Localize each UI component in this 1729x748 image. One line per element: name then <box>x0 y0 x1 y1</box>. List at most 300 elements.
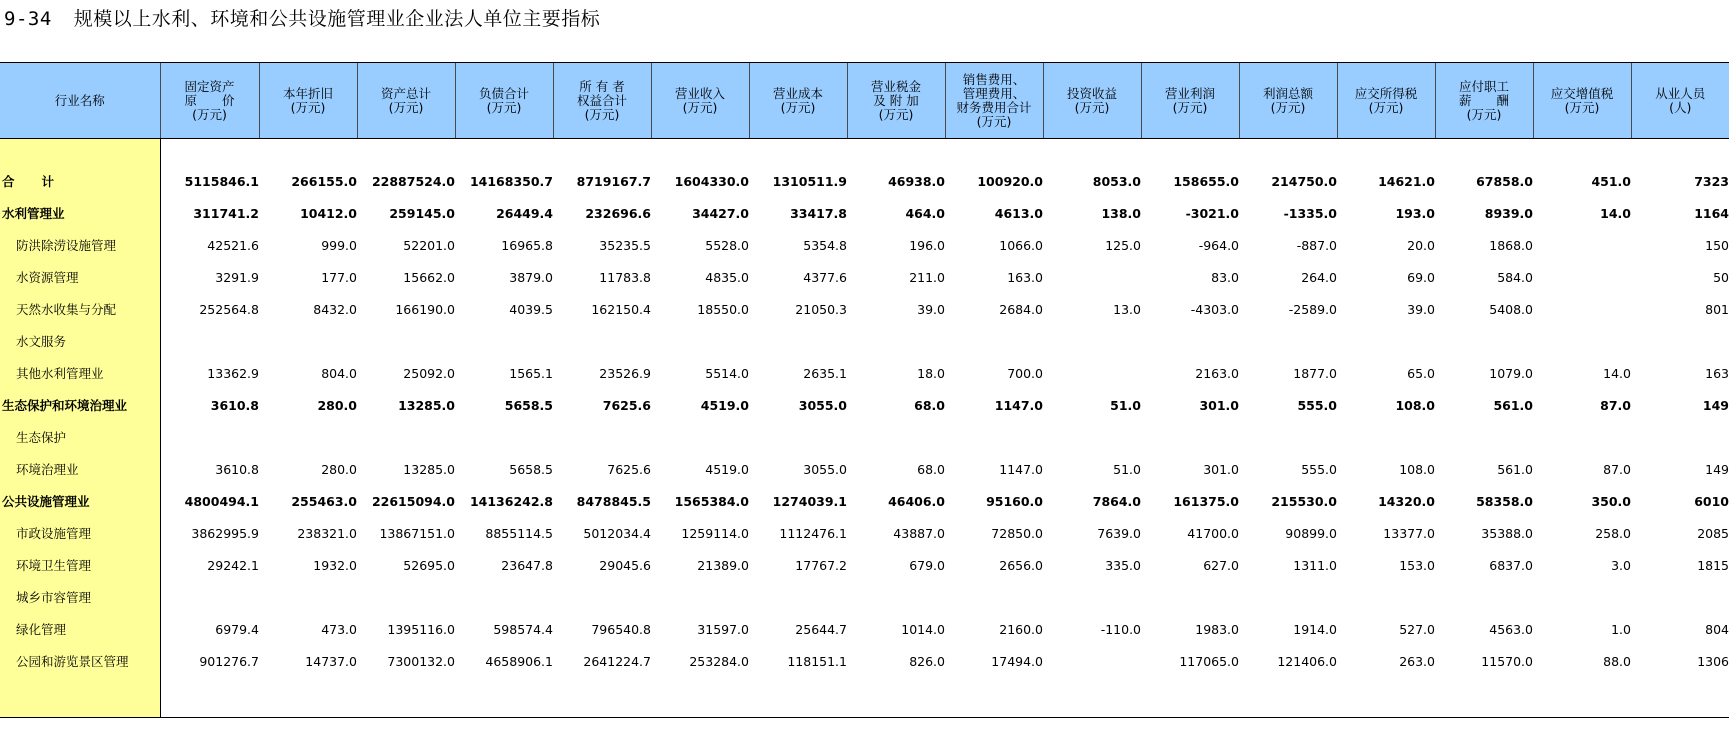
value-cell: 2085 <box>1697 525 1729 541</box>
spacer-cell <box>1533 139 1631 166</box>
value-cell: 26449.4 <box>496 205 553 221</box>
value-cell: 3879.0 <box>509 269 553 285</box>
value-cell: 2163.0 <box>1195 365 1239 381</box>
value-cell: 7323 <box>1694 173 1729 189</box>
column-header-line: 营业利润 <box>1164 85 1215 101</box>
value-cell: 555.0 <box>1301 461 1337 477</box>
value-cell <box>1141 421 1239 453</box>
spacer-cell <box>455 677 553 718</box>
value-cell: -887.0 <box>1296 237 1337 253</box>
value-cell <box>160 581 259 613</box>
row-label: 生态保护和环境治理业 <box>0 389 160 421</box>
value-cell: 46938.0 <box>888 173 945 189</box>
value-cell: 196.0 <box>909 237 945 253</box>
value-cell: 826.0 <box>909 653 945 669</box>
value-cell: 4039.5 <box>509 301 553 317</box>
column-header-line: (万元) <box>1368 99 1404 115</box>
column-header <box>1533 63 1631 139</box>
value-cell: 138.0 <box>1101 205 1141 221</box>
row-label: 公园和游览景区管理 <box>0 645 160 677</box>
value-cell: 5354.8 <box>803 237 847 253</box>
value-cell: 238321.0 <box>297 525 357 541</box>
spacer-cell <box>1337 139 1435 166</box>
value-cell: 2656.0 <box>999 557 1043 573</box>
total-label-part: 计 <box>41 174 54 189</box>
value-cell <box>945 421 1043 453</box>
value-cell: 14168350.7 <box>469 173 553 189</box>
table-row <box>0 421 1729 453</box>
value-cell: -3021.0 <box>1185 205 1239 221</box>
value-cell: 29045.6 <box>599 557 651 573</box>
value-cell: 1815 <box>1697 557 1729 573</box>
value-cell: 13285.0 <box>398 397 455 413</box>
value-cell <box>357 581 455 613</box>
column-header-line: (万元) <box>1074 99 1110 115</box>
value-cell: 11570.0 <box>1481 653 1533 669</box>
column-header-line: 固定资产 <box>184 78 235 94</box>
row-label: 市政设施管理 <box>0 517 160 549</box>
value-cell <box>749 325 847 357</box>
value-cell <box>160 421 259 453</box>
value-cell: 264.0 <box>1301 269 1337 285</box>
row-label: 水文服务 <box>0 325 160 357</box>
value-cell: 214750.0 <box>1271 173 1337 189</box>
value-cell <box>1337 421 1435 453</box>
value-cell: 41700.0 <box>1187 525 1239 541</box>
value-cell <box>1533 325 1631 357</box>
value-cell: 1877.0 <box>1293 365 1337 381</box>
column-header-line: 从业人员 <box>1655 85 1706 101</box>
column-header <box>749 63 847 139</box>
value-cell: 561.0 <box>1497 461 1533 477</box>
value-cell: 193.0 <box>1395 205 1435 221</box>
value-cell: 22615094.0 <box>371 493 455 509</box>
value-cell: 2641224.7 <box>583 653 651 669</box>
value-cell: 1565384.0 <box>674 493 749 509</box>
value-cell: 311741.2 <box>193 205 259 221</box>
value-cell: 1395116.0 <box>387 621 455 637</box>
value-cell: 14136242.8 <box>469 493 553 509</box>
column-header-industry <box>0 63 160 139</box>
value-cell <box>553 421 651 453</box>
row-label: 生态保护 <box>0 421 160 453</box>
value-cell: 700.0 <box>1007 365 1043 381</box>
value-cell: 1259114.0 <box>681 525 749 541</box>
value-cell <box>1043 325 1141 357</box>
value-cell: 1983.0 <box>1195 621 1239 637</box>
value-cell: 253284.0 <box>689 653 749 669</box>
value-cell: 2684.0 <box>999 301 1043 317</box>
value-cell: 23647.8 <box>501 557 553 573</box>
value-cell: 18.0 <box>917 365 945 381</box>
value-cell: 796540.8 <box>591 621 651 637</box>
column-header-line: 行业名称 <box>54 92 105 108</box>
column-header-line: 投资收益 <box>1066 85 1117 101</box>
column-header-line: 资产总计 <box>380 85 431 101</box>
row-label: 水利管理业 <box>0 197 160 229</box>
row-label: 防洪除涝设施管理 <box>0 229 160 261</box>
page-title <box>4 4 600 34</box>
value-cell: 18550.0 <box>697 301 749 317</box>
value-cell <box>1239 421 1337 453</box>
value-cell: 65.0 <box>1407 365 1435 381</box>
value-cell <box>259 581 357 613</box>
indicator-table <box>0 62 1729 718</box>
value-cell: 335.0 <box>1105 557 1141 573</box>
spacer-cell <box>749 677 847 718</box>
spacer-cell <box>847 677 945 718</box>
value-cell: 68.0 <box>914 397 945 413</box>
value-cell: 11783.8 <box>599 269 651 285</box>
value-cell <box>1239 581 1337 613</box>
column-header <box>160 63 259 139</box>
value-cell: 8432.0 <box>313 301 357 317</box>
value-cell: 5514.0 <box>705 365 749 381</box>
column-header <box>1141 63 1239 139</box>
value-cell <box>1043 357 1141 389</box>
column-header <box>1239 63 1337 139</box>
column-header-line: 及 附 加 <box>873 92 919 108</box>
value-cell: 15662.0 <box>403 269 455 285</box>
spacer-cell <box>1043 677 1141 718</box>
value-cell <box>455 421 553 453</box>
value-cell: 1274039.1 <box>772 493 847 509</box>
value-cell: 121406.0 <box>1277 653 1337 669</box>
value-cell: 3.0 <box>1611 557 1631 573</box>
value-cell: 14.0 <box>1603 365 1631 381</box>
value-cell: 5115846.1 <box>184 173 259 189</box>
column-header <box>553 63 651 139</box>
value-cell: 5658.5 <box>504 397 553 413</box>
column-header-line: 权益合计 <box>576 92 627 108</box>
value-cell <box>847 581 945 613</box>
spacer-cell <box>1435 677 1533 718</box>
value-cell: 13867151.0 <box>379 525 455 541</box>
column-header-line: (万元) <box>780 99 816 115</box>
value-cell: 464.0 <box>905 205 945 221</box>
value-cell: 1079.0 <box>1489 365 1533 381</box>
value-cell: 87.0 <box>1603 461 1631 477</box>
value-cell <box>1533 229 1631 261</box>
value-cell: 215530.0 <box>1271 493 1337 509</box>
column-header-line: 财务费用合计 <box>956 99 1032 115</box>
spacer-cell <box>160 139 259 166</box>
value-cell: 161375.0 <box>1173 493 1239 509</box>
value-cell: 153.0 <box>1399 557 1435 573</box>
value-cell: 58358.0 <box>1476 493 1533 509</box>
value-cell <box>1141 325 1239 357</box>
value-cell: 50 <box>1713 269 1729 285</box>
column-header-line: 应付职工 <box>1458 78 1509 94</box>
spacer-cell <box>1631 677 1729 718</box>
spacer-cell <box>651 677 749 718</box>
column-header-line: (万元) <box>584 106 620 122</box>
value-cell: 39.0 <box>1407 301 1435 317</box>
value-cell: 8855114.5 <box>485 525 553 541</box>
value-cell: 1147.0 <box>999 461 1043 477</box>
spacer-cell <box>1533 677 1631 718</box>
column-header <box>945 63 1043 139</box>
column-header-line: 本年折旧 <box>282 85 333 101</box>
table-row <box>0 325 1729 357</box>
value-cell: 14621.0 <box>1378 173 1435 189</box>
column-header <box>1043 63 1141 139</box>
value-cell: 6979.4 <box>215 621 259 637</box>
spacer-cell <box>1631 139 1729 166</box>
value-cell: 21050.3 <box>795 301 847 317</box>
value-cell <box>1533 261 1631 293</box>
value-cell: 5408.0 <box>1489 301 1533 317</box>
table-row-category <box>0 389 1729 421</box>
value-cell: 16965.8 <box>501 237 553 253</box>
spacer-cell <box>553 677 651 718</box>
value-cell: 150 <box>1705 237 1729 253</box>
value-cell: 166190.0 <box>395 301 455 317</box>
value-cell: 35235.5 <box>599 237 651 253</box>
column-header-line: 薪 酬 <box>1458 92 1509 108</box>
value-cell <box>160 325 259 357</box>
value-cell: -4303.0 <box>1190 301 1239 317</box>
spacer-cell <box>0 677 160 718</box>
table-row <box>0 645 1729 677</box>
value-cell: 34427.0 <box>692 205 749 221</box>
value-cell: -1335.0 <box>1283 205 1337 221</box>
column-header-line: 原 价 <box>184 92 235 108</box>
row-label <box>0 165 160 197</box>
value-cell <box>651 421 749 453</box>
table-row <box>0 229 1729 261</box>
value-cell: 451.0 <box>1591 173 1631 189</box>
value-cell: 804 <box>1705 621 1729 637</box>
value-cell <box>357 421 455 453</box>
total-label <box>2 172 54 190</box>
table-title-text: 规模以上水利、环境和公共设施管理业企业法人单位主要指标 <box>73 8 601 30</box>
table-row <box>0 517 1729 549</box>
column-header-line: 应交增值税 <box>1550 85 1614 101</box>
row-label: 绿化管理 <box>0 613 160 645</box>
value-cell: 51.0 <box>1113 461 1141 477</box>
value-cell: 1604330.0 <box>674 173 749 189</box>
value-cell <box>553 581 651 613</box>
spacer-cell <box>357 677 455 718</box>
column-header <box>1337 63 1435 139</box>
spacer-cell <box>0 139 160 166</box>
value-cell <box>1337 325 1435 357</box>
spacer-cell <box>160 677 259 718</box>
value-cell: 280.0 <box>321 461 357 477</box>
value-cell: 52201.0 <box>403 237 455 253</box>
row-label: 环境治理业 <box>0 453 160 485</box>
value-cell: 8719167.7 <box>576 173 651 189</box>
spacer-cell <box>1043 139 1141 166</box>
spacer-cell <box>1141 139 1239 166</box>
value-cell <box>1337 581 1435 613</box>
value-cell: 20.0 <box>1407 237 1435 253</box>
value-cell <box>1533 293 1631 325</box>
value-cell: 999.0 <box>321 237 357 253</box>
value-cell: 162150.4 <box>591 301 651 317</box>
value-cell: 5658.5 <box>509 461 553 477</box>
table-row <box>0 549 1729 581</box>
header-row <box>0 63 1729 139</box>
row-label: 其他水利管理业 <box>0 357 160 389</box>
value-cell <box>1631 325 1729 357</box>
value-cell: 3610.8 <box>215 461 259 477</box>
spacer-cell <box>455 139 553 166</box>
column-header <box>1631 63 1729 139</box>
value-cell: 561.0 <box>1493 397 1533 413</box>
value-cell: 232696.6 <box>585 205 651 221</box>
value-cell <box>553 325 651 357</box>
spacer-cell <box>259 677 357 718</box>
value-cell: 3610.8 <box>210 397 259 413</box>
value-cell: 13377.0 <box>1383 525 1435 541</box>
value-cell <box>945 325 1043 357</box>
value-cell: 4800494.1 <box>184 493 259 509</box>
value-cell: 350.0 <box>1591 493 1631 509</box>
value-cell <box>847 421 945 453</box>
value-cell <box>749 421 847 453</box>
value-cell: 51.0 <box>1110 397 1141 413</box>
value-cell: 83.0 <box>1211 269 1239 285</box>
column-header-line: 应交所得税 <box>1354 85 1418 101</box>
value-cell: -110.0 <box>1100 621 1141 637</box>
value-cell: 4377.6 <box>803 269 847 285</box>
row-label: 环境卫生管理 <box>0 549 160 581</box>
value-cell <box>1239 325 1337 357</box>
value-cell: 555.0 <box>1297 397 1337 413</box>
value-cell: 1112476.1 <box>779 525 847 541</box>
value-cell: 2635.1 <box>803 365 847 381</box>
value-cell: 25092.0 <box>403 365 455 381</box>
column-header-line: (万元) <box>682 99 718 115</box>
value-cell <box>357 325 455 357</box>
spacer-row <box>0 139 1729 166</box>
value-cell: 10412.0 <box>300 205 357 221</box>
value-cell: 1914.0 <box>1293 621 1337 637</box>
spacer-cell <box>1239 139 1337 166</box>
value-cell: 280.0 <box>317 397 357 413</box>
spacer-cell <box>749 139 847 166</box>
value-cell: 679.0 <box>909 557 945 573</box>
value-cell: 117065.0 <box>1179 653 1239 669</box>
value-cell: 7639.0 <box>1097 525 1141 541</box>
value-cell <box>1631 421 1729 453</box>
column-header-line: (万元) <box>976 113 1012 129</box>
value-cell: 67858.0 <box>1476 173 1533 189</box>
table-code: 9-34 <box>4 8 52 30</box>
value-cell: 252564.8 <box>199 301 259 317</box>
value-cell: 1310511.9 <box>772 173 847 189</box>
value-cell <box>1043 645 1141 677</box>
value-cell: 8053.0 <box>1092 173 1141 189</box>
value-cell: 108.0 <box>1399 461 1435 477</box>
value-cell: 4519.0 <box>700 397 749 413</box>
total-label-part: 合 <box>2 174 15 189</box>
value-cell: 22887524.0 <box>371 173 455 189</box>
value-cell <box>1631 581 1729 613</box>
value-cell: 100920.0 <box>977 173 1043 189</box>
value-cell: 4519.0 <box>705 461 749 477</box>
value-cell: 118151.1 <box>787 653 847 669</box>
value-cell: 108.0 <box>1395 397 1435 413</box>
value-cell: 1932.0 <box>313 557 357 573</box>
value-cell: 1868.0 <box>1489 237 1533 253</box>
column-header <box>259 63 357 139</box>
spacer-cell <box>553 139 651 166</box>
value-cell: 72850.0 <box>991 525 1043 541</box>
value-cell: 14320.0 <box>1378 493 1435 509</box>
value-cell: 266155.0 <box>291 173 357 189</box>
value-cell: 3291.9 <box>215 269 259 285</box>
value-cell: 627.0 <box>1203 557 1239 573</box>
column-header <box>357 63 455 139</box>
value-cell <box>1533 581 1631 613</box>
value-cell <box>1043 261 1141 293</box>
value-cell <box>1435 421 1533 453</box>
value-cell: 35388.0 <box>1481 525 1533 541</box>
table-row <box>0 261 1729 293</box>
column-header <box>1435 63 1533 139</box>
column-header <box>651 63 749 139</box>
value-cell: 584.0 <box>1497 269 1533 285</box>
spacer-cell <box>847 139 945 166</box>
column-header-line: 营业收入 <box>674 85 725 101</box>
table-row <box>0 357 1729 389</box>
value-cell: -964.0 <box>1198 237 1239 253</box>
value-cell: 88.0 <box>1603 653 1631 669</box>
value-cell: 2160.0 <box>999 621 1043 637</box>
value-cell: 13.0 <box>1113 301 1141 317</box>
value-cell: 1.0 <box>1611 621 1631 637</box>
value-cell: 8939.0 <box>1484 205 1533 221</box>
value-cell: 158655.0 <box>1173 173 1239 189</box>
value-cell <box>1435 581 1533 613</box>
value-cell: 263.0 <box>1399 653 1435 669</box>
value-cell: 1014.0 <box>901 621 945 637</box>
spacer-cell <box>1337 677 1435 718</box>
value-cell <box>1043 581 1141 613</box>
value-cell: 1164 <box>1694 205 1729 221</box>
column-header-line: (万元) <box>486 99 522 115</box>
spacer-cell <box>357 139 455 166</box>
value-cell <box>1141 581 1239 613</box>
value-cell: 52695.0 <box>403 557 455 573</box>
spacer-cell <box>945 139 1043 166</box>
value-cell: 14.0 <box>1600 205 1631 221</box>
table-row-category <box>0 197 1729 229</box>
value-cell: 598574.4 <box>493 621 553 637</box>
table-row-category <box>0 485 1729 517</box>
table-row <box>0 453 1729 485</box>
value-cell: 90899.0 <box>1285 525 1337 541</box>
value-cell: 801 <box>1705 301 1729 317</box>
row-label: 公共设施管理业 <box>0 485 160 517</box>
value-cell: 4835.0 <box>705 269 749 285</box>
value-cell: 21389.0 <box>697 557 749 573</box>
column-header-line: (万元) <box>290 99 326 115</box>
column-header-line: (万元) <box>1564 99 1600 115</box>
column-header-line: 管理费用、 <box>962 85 1026 101</box>
column-header-line: (万元) <box>1466 106 1502 122</box>
spacer-row <box>0 677 1729 718</box>
value-cell: 473.0 <box>321 621 357 637</box>
table-row-category <box>0 165 1729 197</box>
value-cell: 125.0 <box>1105 237 1141 253</box>
value-cell <box>945 581 1043 613</box>
column-header-line: (万元) <box>878 106 914 122</box>
value-cell: 5012034.4 <box>583 525 651 541</box>
